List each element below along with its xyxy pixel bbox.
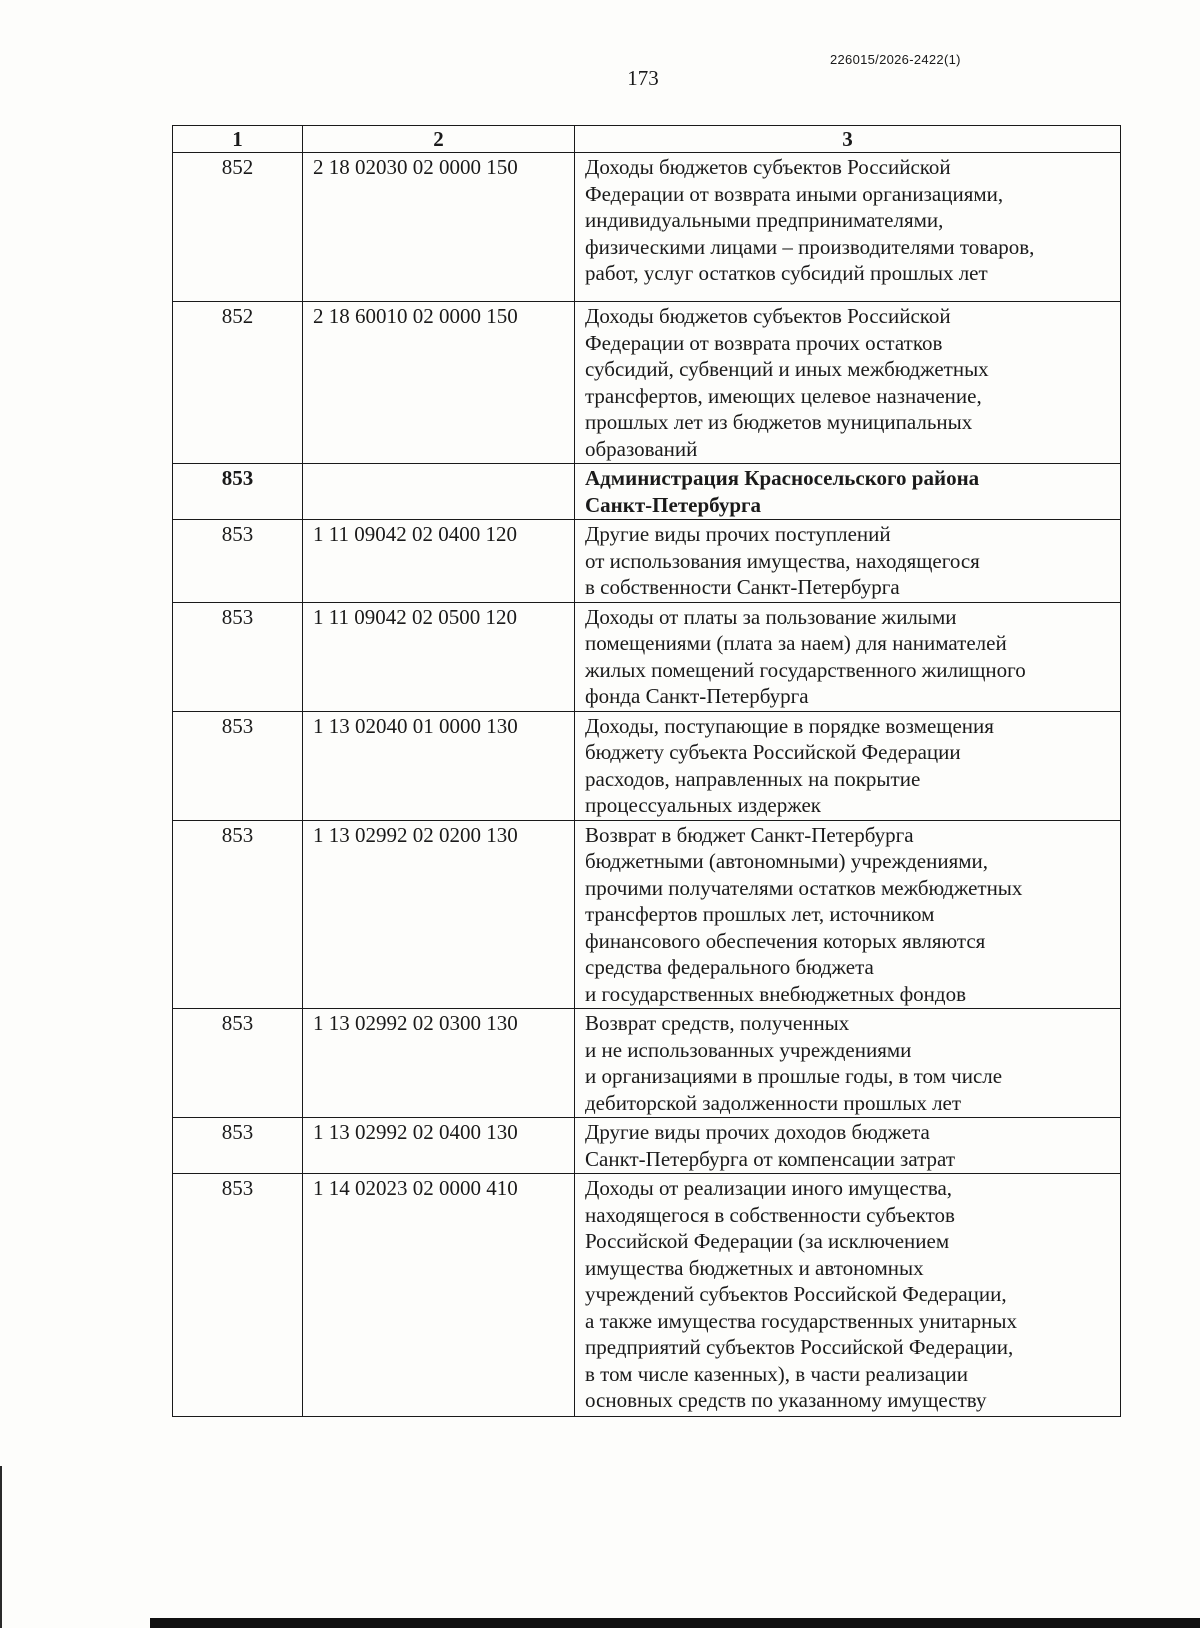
description-cell: [575, 1118, 1121, 1174]
revenue-code-cell: 1 11 09042 02 0500 120: [303, 602, 575, 711]
description-cell: [575, 520, 1121, 603]
description-line: индивидуальными предпринимателями,: [585, 208, 944, 232]
description-line: образований: [585, 436, 698, 461]
description-line: прошлых лет из бюджетов муниципальных: [585, 410, 973, 434]
scan-edge-bottom: [150, 1618, 1200, 1628]
description-line: прочими получателями остатков межбюджетных: [585, 875, 1023, 900]
description-line: Другие виды прочих поступлений: [585, 522, 891, 546]
admin-code-cell: 853: [173, 1009, 303, 1118]
description-line: расходов, направленных на покрытие: [585, 766, 921, 791]
description-line: предприятий субъектов Российской Федерации,: [585, 1335, 1014, 1359]
description-line: Федерации от возврата иными организациями,: [585, 181, 1004, 206]
admin-code-cell: 853: [173, 464, 303, 520]
description-line: бюджетными (автономными) учреждениями,: [585, 849, 989, 873]
revenue-code-cell: 1 11 09042 02 0400 120: [303, 520, 575, 603]
admin-code-cell: 853: [173, 1118, 303, 1174]
description-cell: [575, 464, 1121, 520]
revenue-code-cell: 1 13 02992 02 0200 130: [303, 820, 575, 1009]
revenue-code-cell: 2 18 60010 02 0000 150: [303, 302, 575, 464]
description-line: Доходы от платы за пользование жилыми: [585, 604, 957, 629]
description-line: дебиторской задолженности прошлых лет: [585, 1090, 962, 1115]
revenue-code-cell: 1 13 02992 02 0300 130: [303, 1009, 575, 1118]
description-cell: [575, 302, 1121, 464]
description-line: а также имущества государственных унитарных: [585, 1308, 1017, 1333]
description-line: Санкт-Петербурга: [585, 492, 762, 517]
description-line: финансового обеспечения которых являются: [585, 928, 986, 953]
scan-edge-left: [0, 1466, 2, 1628]
revenue-code-cell: 2 18 02030 02 0000 150: [303, 153, 575, 302]
description-line: субсидий, субвенций и иных межбюджетных: [585, 357, 989, 381]
table-row: [173, 1174, 1121, 1417]
revenue-code-cell: 1 14 02023 02 0000 410: [303, 1174, 575, 1417]
admin-code-cell: 852: [173, 153, 303, 302]
description-line: Доходы, поступающие в порядке возмещения: [585, 713, 994, 738]
column-header-1: 1: [173, 126, 303, 153]
table-row: [173, 1118, 1121, 1174]
admin-code-cell: 853: [173, 1174, 303, 1417]
table-header: [173, 126, 1121, 153]
description-cell: [575, 153, 1121, 302]
description-line: и государственных внебюджетных фондов: [585, 981, 967, 1006]
description-line: в собственности Санкт-Петербурга: [585, 575, 900, 599]
description-cell: [575, 711, 1121, 820]
table-row: [173, 520, 1121, 603]
description-line: помещениями (плата за наем) для нанимателей: [585, 631, 1007, 655]
description-line: от использования имущества, находящегося: [585, 548, 980, 573]
description-line: находящегося в собственности субъектов: [585, 1202, 955, 1227]
description-line: учреждений субъектов Российской Федерации,: [585, 1282, 1007, 1306]
revenue-code-cell: 1 13 02992 02 0400 130: [303, 1118, 575, 1174]
description-line: жилых помещений государственного жилищного: [585, 657, 1026, 682]
description-line: Федерации от возврата прочих остатков: [585, 330, 943, 355]
description-line: имущества бюджетных и автономных: [585, 1255, 924, 1280]
table-body: [173, 153, 1121, 1417]
admin-code-cell: 853: [173, 820, 303, 1009]
revenue-code-cell: 1 13 02040 01 0000 130: [303, 711, 575, 820]
header-row: [173, 126, 1121, 153]
admin-code-cell: 853: [173, 602, 303, 711]
description-cell: [575, 1009, 1121, 1118]
table-row: [173, 153, 1121, 302]
description-line: Доходы бюджетов субъектов Российской: [585, 155, 951, 179]
document-id: 226015/2026-2422(1): [830, 52, 961, 67]
description-cell: [575, 1174, 1121, 1417]
table-row: [173, 602, 1121, 711]
description-cell: [575, 602, 1121, 711]
description-line: процессуальных издержек: [585, 793, 821, 817]
description-line: Доходы бюджетов субъектов Российской: [585, 304, 951, 328]
description-line: Другие виды прочих доходов бюджета: [585, 1120, 930, 1144]
description-line: в том числе казенных), в части реализации: [585, 1361, 968, 1386]
description-line: и не использованных учреждениями: [585, 1037, 912, 1062]
page-number: 173: [627, 66, 659, 90]
description-line: средства федерального бюджета: [585, 955, 874, 979]
description-line: работ, услуг остатков субсидий прошлых лет: [585, 261, 988, 285]
revenue-codes-table: [172, 125, 1121, 1417]
description-line: Возврат в бюджет Санкт-Петербурга: [585, 822, 914, 847]
table-row: [173, 820, 1121, 1009]
admin-code-cell: 853: [173, 520, 303, 603]
description-line: бюджету субъекта Российской Федерации: [585, 740, 961, 764]
description-line: Администрация Красносельского района: [585, 466, 980, 490]
description-line: Доходы от реализации иного имущества,: [585, 1176, 953, 1200]
table-row: [173, 711, 1121, 820]
description-cell: [575, 820, 1121, 1009]
column-header-2: 2: [303, 126, 575, 153]
description-line: трансфертов, имеющих целевое назначение,: [585, 383, 982, 408]
description-line: фонда Санкт-Петербурга: [585, 684, 809, 708]
description-line: трансфертов прошлых лет, источником: [585, 902, 935, 926]
table-row: [173, 1009, 1121, 1118]
description-line: Возврат средств, полученных: [585, 1011, 850, 1035]
column-header-3: 3: [575, 126, 1121, 153]
description-line: Санкт-Петербурга от компенсации затрат: [585, 1146, 956, 1171]
table-row: [173, 302, 1121, 464]
description-line: основных средств по указанному имуществу: [585, 1388, 987, 1412]
admin-code-cell: 853: [173, 711, 303, 820]
admin-code-cell: 852: [173, 302, 303, 464]
description-line: Российской Федерации (за исключением: [585, 1229, 950, 1253]
description-line: и организациями в прошлые годы, в том числе: [585, 1064, 1003, 1088]
description-line: физическими лицами – производителями товаров,: [585, 234, 1035, 259]
table-row: [173, 464, 1121, 520]
revenue-code-cell: [303, 464, 575, 520]
